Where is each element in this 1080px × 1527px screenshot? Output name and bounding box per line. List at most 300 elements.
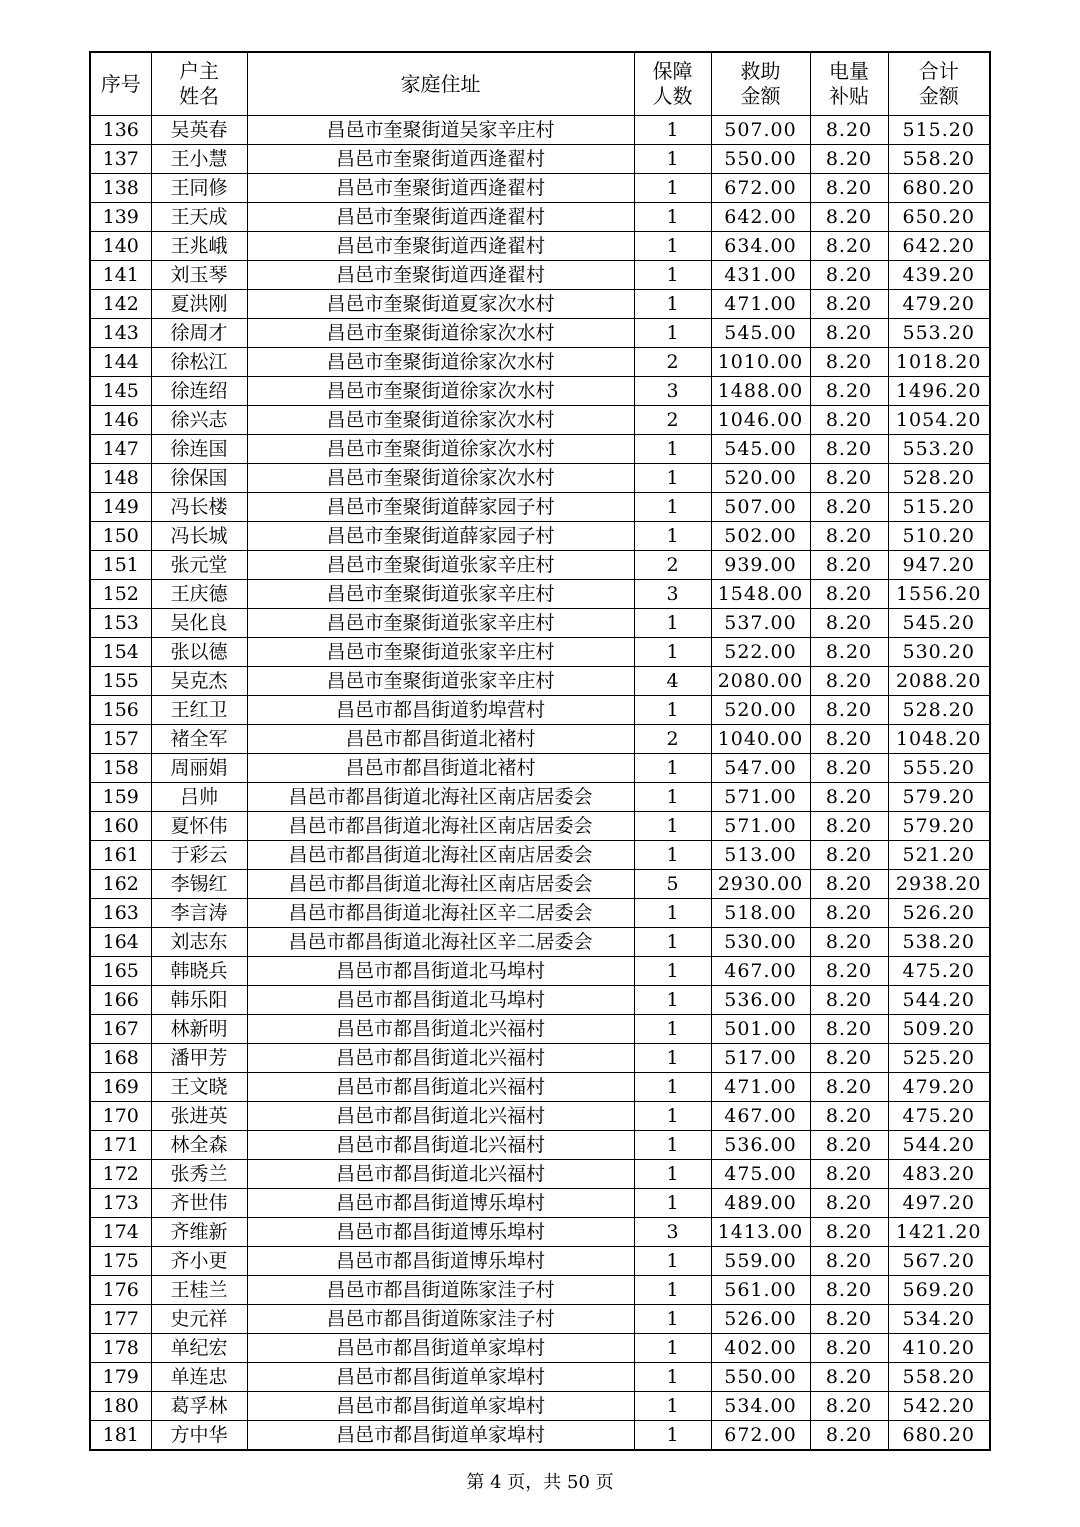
name-cell: 韩晓兵 xyxy=(151,957,247,986)
power-cell: 8.20 xyxy=(810,1363,888,1392)
total-cell: 2938.20 xyxy=(888,870,990,899)
total-cell: 553.20 xyxy=(888,435,990,464)
seq-cell: 179 xyxy=(90,1363,151,1392)
total-cell: 1421.20 xyxy=(888,1218,990,1247)
name-cell: 史元祥 xyxy=(151,1305,247,1334)
name-cell: 张以德 xyxy=(151,638,247,667)
persons-cell: 1 xyxy=(634,174,711,203)
power-cell: 8.20 xyxy=(810,145,888,174)
total-cell: 510.20 xyxy=(888,522,990,551)
persons-cell: 1 xyxy=(634,1392,711,1421)
seq-cell: 156 xyxy=(90,696,151,725)
relief-cell: 520.00 xyxy=(711,464,810,493)
relief-cell: 634.00 xyxy=(711,232,810,261)
power-cell: 8.20 xyxy=(810,1160,888,1189)
address-cell: 昌邑市都昌街道单家埠村 xyxy=(247,1392,634,1421)
relief-cell: 471.00 xyxy=(711,290,810,319)
table-row xyxy=(90,812,990,841)
persons-cell: 1 xyxy=(634,812,711,841)
address-cell: 昌邑市奎聚街道徐家次水村 xyxy=(247,435,634,464)
table-row xyxy=(90,1392,990,1421)
persons-cell: 2 xyxy=(634,551,711,580)
table-row xyxy=(90,290,990,319)
table-row xyxy=(90,725,990,754)
table-row xyxy=(90,1073,990,1102)
relief-cell: 571.00 xyxy=(711,783,810,812)
address-cell: 昌邑市奎聚街道薛家园子村 xyxy=(247,493,634,522)
total-cell: 439.20 xyxy=(888,261,990,290)
seq-cell: 171 xyxy=(90,1131,151,1160)
name-cell: 徐连绍 xyxy=(151,377,247,406)
address-cell: 昌邑市奎聚街道薛家园子村 xyxy=(247,522,634,551)
power-cell: 8.20 xyxy=(810,638,888,667)
relief-cell: 431.00 xyxy=(711,261,810,290)
name-cell: 吴化良 xyxy=(151,609,247,638)
persons-cell: 1 xyxy=(634,493,711,522)
relief-cell: 1040.00 xyxy=(711,725,810,754)
power-cell: 8.20 xyxy=(810,232,888,261)
persons-cell: 1 xyxy=(634,1334,711,1363)
power-cell: 8.20 xyxy=(810,435,888,464)
name-cell: 徐松江 xyxy=(151,348,247,377)
power-cell: 8.20 xyxy=(810,203,888,232)
address-cell: 昌邑市都昌街道北海社区南店居委会 xyxy=(247,870,634,899)
address-cell: 昌邑市都昌街道北褚村 xyxy=(247,725,634,754)
address-cell: 昌邑市奎聚街道西逄翟村 xyxy=(247,261,634,290)
table-row xyxy=(90,551,990,580)
relief-cell: 536.00 xyxy=(711,1131,810,1160)
relief-cell: 537.00 xyxy=(711,609,810,638)
total-cell: 680.20 xyxy=(888,174,990,203)
power-cell: 8.20 xyxy=(810,1218,888,1247)
table-row xyxy=(90,464,990,493)
persons-cell: 1 xyxy=(634,145,711,174)
name-cell: 王桂兰 xyxy=(151,1276,247,1305)
persons-cell: 1 xyxy=(634,638,711,667)
seq-cell: 142 xyxy=(90,290,151,319)
power-cell: 8.20 xyxy=(810,319,888,348)
persons-cell: 1 xyxy=(634,1363,711,1392)
seq-cell: 136 xyxy=(90,116,151,145)
table-row xyxy=(90,609,990,638)
total-cell: 544.20 xyxy=(888,1131,990,1160)
total-cell: 642.20 xyxy=(888,232,990,261)
table-row xyxy=(90,667,990,696)
address-cell: 昌邑市奎聚街道夏家次水村 xyxy=(247,290,634,319)
seq-cell: 164 xyxy=(90,928,151,957)
relief-cell: 501.00 xyxy=(711,1015,810,1044)
total-cell: 1048.20 xyxy=(888,725,990,754)
address-cell: 昌邑市都昌街道北海社区南店居委会 xyxy=(247,841,634,870)
total-cell: 515.20 xyxy=(888,493,990,522)
name-cell: 齐维新 xyxy=(151,1218,247,1247)
table-row xyxy=(90,1015,990,1044)
persons-cell: 1 xyxy=(634,116,711,145)
persons-cell: 1 xyxy=(634,609,711,638)
relief-cell: 489.00 xyxy=(711,1189,810,1218)
power-cell: 8.20 xyxy=(810,1247,888,1276)
total-cell: 579.20 xyxy=(888,812,990,841)
total-cell: 567.20 xyxy=(888,1247,990,1276)
seq-cell: 172 xyxy=(90,1160,151,1189)
name-cell: 李锡红 xyxy=(151,870,247,899)
total-cell: 483.20 xyxy=(888,1160,990,1189)
table-row xyxy=(90,841,990,870)
persons-cell: 3 xyxy=(634,580,711,609)
persons-cell: 2 xyxy=(634,406,711,435)
address-cell: 昌邑市奎聚街道徐家次水村 xyxy=(247,406,634,435)
name-cell: 李言涛 xyxy=(151,899,247,928)
name-cell: 单连忠 xyxy=(151,1363,247,1392)
persons-cell: 1 xyxy=(634,232,711,261)
relief-cell: 402.00 xyxy=(711,1334,810,1363)
table-row xyxy=(90,1160,990,1189)
seq-cell: 141 xyxy=(90,261,151,290)
persons-cell: 1 xyxy=(634,841,711,870)
power-cell: 8.20 xyxy=(810,116,888,145)
name-cell: 单纪宏 xyxy=(151,1334,247,1363)
power-cell: 8.20 xyxy=(810,464,888,493)
relief-cell: 545.00 xyxy=(711,435,810,464)
power-cell: 8.20 xyxy=(810,609,888,638)
seq-cell: 167 xyxy=(90,1015,151,1044)
total-cell: 538.20 xyxy=(888,928,990,957)
seq-cell: 145 xyxy=(90,377,151,406)
total-cell: 475.20 xyxy=(888,957,990,986)
persons-cell: 1 xyxy=(634,957,711,986)
persons-cell: 1 xyxy=(634,1073,711,1102)
name-cell: 周丽娟 xyxy=(151,754,247,783)
name-cell: 冯长楼 xyxy=(151,493,247,522)
total-cell: 1018.20 xyxy=(888,348,990,377)
power-cell: 8.20 xyxy=(810,667,888,696)
power-cell: 8.20 xyxy=(810,1044,888,1073)
power-cell: 8.20 xyxy=(810,841,888,870)
relief-cell: 467.00 xyxy=(711,1102,810,1131)
persons-cell: 3 xyxy=(634,377,711,406)
name-cell: 刘玉琴 xyxy=(151,261,247,290)
table-row xyxy=(90,377,990,406)
table-row xyxy=(90,406,990,435)
seq-cell: 149 xyxy=(90,493,151,522)
seq-cell: 165 xyxy=(90,957,151,986)
power-cell: 8.20 xyxy=(810,1131,888,1160)
relief-cell: 1046.00 xyxy=(711,406,810,435)
persons-cell: 1 xyxy=(634,464,711,493)
total-cell: 1556.20 xyxy=(888,580,990,609)
seq-cell: 155 xyxy=(90,667,151,696)
table-row xyxy=(90,174,990,203)
relief-cell: 2080.00 xyxy=(711,667,810,696)
total-cell: 680.20 xyxy=(888,1421,990,1451)
seq-cell: 148 xyxy=(90,464,151,493)
seq-cell: 151 xyxy=(90,551,151,580)
header-seq: 序号 xyxy=(90,52,151,116)
persons-cell: 1 xyxy=(634,696,711,725)
seq-cell: 150 xyxy=(90,522,151,551)
relief-cell: 1548.00 xyxy=(711,580,810,609)
relief-cell: 507.00 xyxy=(711,493,810,522)
name-cell: 王小慧 xyxy=(151,145,247,174)
relief-cell: 471.00 xyxy=(711,1073,810,1102)
persons-cell: 1 xyxy=(634,783,711,812)
total-cell: 1054.20 xyxy=(888,406,990,435)
address-cell: 昌邑市都昌街道陈家洼子村 xyxy=(247,1305,634,1334)
seq-cell: 173 xyxy=(90,1189,151,1218)
total-cell: 475.20 xyxy=(888,1102,990,1131)
power-cell: 8.20 xyxy=(810,1334,888,1363)
address-cell: 昌邑市奎聚街道西逄翟村 xyxy=(247,232,634,261)
table-row xyxy=(90,1334,990,1363)
name-cell: 韩乐阳 xyxy=(151,986,247,1015)
seq-cell: 163 xyxy=(90,899,151,928)
header-address: 家庭住址 xyxy=(247,52,634,116)
address-cell: 昌邑市奎聚街道吴家辛庄村 xyxy=(247,116,634,145)
total-cell: 530.20 xyxy=(888,638,990,667)
header-row xyxy=(90,52,990,116)
address-cell: 昌邑市都昌街道博乐埠村 xyxy=(247,1218,634,1247)
power-cell: 8.20 xyxy=(810,696,888,725)
total-cell: 515.20 xyxy=(888,116,990,145)
table-row xyxy=(90,696,990,725)
table-row xyxy=(90,319,990,348)
name-cell: 徐连国 xyxy=(151,435,247,464)
name-cell: 张秀兰 xyxy=(151,1160,247,1189)
address-cell: 昌邑市都昌街道单家埠村 xyxy=(247,1421,634,1451)
relief-cell: 2930.00 xyxy=(711,870,810,899)
address-cell: 昌邑市奎聚街道徐家次水村 xyxy=(247,319,634,348)
relief-cell: 530.00 xyxy=(711,928,810,957)
power-cell: 8.20 xyxy=(810,754,888,783)
name-cell: 夏怀伟 xyxy=(151,812,247,841)
name-cell: 张元堂 xyxy=(151,551,247,580)
total-cell: 2088.20 xyxy=(888,667,990,696)
power-cell: 8.20 xyxy=(810,406,888,435)
seq-cell: 177 xyxy=(90,1305,151,1334)
total-cell: 521.20 xyxy=(888,841,990,870)
address-cell: 昌邑市都昌街道北兴福村 xyxy=(247,1131,634,1160)
table-row xyxy=(90,435,990,464)
seq-cell: 147 xyxy=(90,435,151,464)
total-cell: 544.20 xyxy=(888,986,990,1015)
address-cell: 昌邑市奎聚街道张家辛庄村 xyxy=(247,609,634,638)
table-row xyxy=(90,899,990,928)
relief-cell: 642.00 xyxy=(711,203,810,232)
total-cell: 479.20 xyxy=(888,290,990,319)
seq-cell: 160 xyxy=(90,812,151,841)
address-cell: 昌邑市都昌街道北海社区南店居委会 xyxy=(247,783,634,812)
persons-cell: 1 xyxy=(634,986,711,1015)
table-row xyxy=(90,986,990,1015)
relief-cell: 561.00 xyxy=(711,1276,810,1305)
table-row xyxy=(90,261,990,290)
address-cell: 昌邑市都昌街道北兴福村 xyxy=(247,1044,634,1073)
address-cell: 昌邑市都昌街道北褚村 xyxy=(247,754,634,783)
power-cell: 8.20 xyxy=(810,522,888,551)
relief-cell: 518.00 xyxy=(711,899,810,928)
address-cell: 昌邑市都昌街道北马埠村 xyxy=(247,986,634,1015)
name-cell: 夏洪刚 xyxy=(151,290,247,319)
table-row xyxy=(90,1131,990,1160)
persons-cell: 3 xyxy=(634,1218,711,1247)
address-cell: 昌邑市奎聚街道徐家次水村 xyxy=(247,377,634,406)
name-cell: 潘甲芳 xyxy=(151,1044,247,1073)
table-row xyxy=(90,1218,990,1247)
seq-cell: 168 xyxy=(90,1044,151,1073)
power-cell: 8.20 xyxy=(810,899,888,928)
persons-cell: 2 xyxy=(634,725,711,754)
persons-cell: 1 xyxy=(634,928,711,957)
header-total: 合计 金额 xyxy=(888,52,990,116)
page-footer: 第 4 页，共 50 页 xyxy=(466,1472,614,1493)
persons-cell: 5 xyxy=(634,870,711,899)
name-cell: 刘志东 xyxy=(151,928,247,957)
address-cell: 昌邑市都昌街道北兴福村 xyxy=(247,1015,634,1044)
seq-cell: 176 xyxy=(90,1276,151,1305)
address-cell: 昌邑市奎聚街道西逄翟村 xyxy=(247,145,634,174)
persons-cell: 1 xyxy=(634,1015,711,1044)
address-cell: 昌邑市都昌街道北海社区南店居委会 xyxy=(247,812,634,841)
table-row xyxy=(90,957,990,986)
relief-cell: 571.00 xyxy=(711,812,810,841)
table-body xyxy=(90,116,990,1451)
power-cell: 8.20 xyxy=(810,1392,888,1421)
relief-cell: 534.00 xyxy=(711,1392,810,1421)
name-cell: 林新明 xyxy=(151,1015,247,1044)
table-row xyxy=(90,1044,990,1073)
relief-cell: 559.00 xyxy=(711,1247,810,1276)
power-cell: 8.20 xyxy=(810,377,888,406)
table-row xyxy=(90,580,990,609)
persons-cell: 1 xyxy=(634,1102,711,1131)
seq-cell: 181 xyxy=(90,1421,151,1451)
persons-cell: 2 xyxy=(634,348,711,377)
name-cell: 王文晓 xyxy=(151,1073,247,1102)
table-row xyxy=(90,493,990,522)
name-cell: 林全森 xyxy=(151,1131,247,1160)
name-cell: 葛孚林 xyxy=(151,1392,247,1421)
table-row xyxy=(90,638,990,667)
total-cell: 509.20 xyxy=(888,1015,990,1044)
total-cell: 650.20 xyxy=(888,203,990,232)
relief-cell: 536.00 xyxy=(711,986,810,1015)
name-cell: 冯长城 xyxy=(151,522,247,551)
total-cell: 410.20 xyxy=(888,1334,990,1363)
table-row xyxy=(90,1363,990,1392)
address-cell: 昌邑市奎聚街道张家辛庄村 xyxy=(247,667,634,696)
relief-cell: 1010.00 xyxy=(711,348,810,377)
persons-cell: 1 xyxy=(634,1276,711,1305)
relief-table xyxy=(89,51,991,1451)
persons-cell: 1 xyxy=(634,754,711,783)
power-cell: 8.20 xyxy=(810,1276,888,1305)
address-cell: 昌邑市都昌街道豹埠营村 xyxy=(247,696,634,725)
name-cell: 王同修 xyxy=(151,174,247,203)
table-row xyxy=(90,754,990,783)
seq-cell: 138 xyxy=(90,174,151,203)
power-cell: 8.20 xyxy=(810,812,888,841)
address-cell: 昌邑市奎聚街道张家辛庄村 xyxy=(247,638,634,667)
relief-cell: 507.00 xyxy=(711,116,810,145)
table-row xyxy=(90,1189,990,1218)
table-row xyxy=(90,522,990,551)
power-cell: 8.20 xyxy=(810,870,888,899)
relief-cell: 522.00 xyxy=(711,638,810,667)
total-cell: 1496.20 xyxy=(888,377,990,406)
total-cell: 553.20 xyxy=(888,319,990,348)
table-row xyxy=(90,145,990,174)
seq-cell: 146 xyxy=(90,406,151,435)
power-cell: 8.20 xyxy=(810,783,888,812)
header-persons: 保障 人数 xyxy=(634,52,711,116)
total-cell: 558.20 xyxy=(888,1363,990,1392)
seq-cell: 137 xyxy=(90,145,151,174)
total-cell: 497.20 xyxy=(888,1189,990,1218)
table-row xyxy=(90,783,990,812)
seq-cell: 180 xyxy=(90,1392,151,1421)
header-relief: 救助 金额 xyxy=(711,52,810,116)
table-row xyxy=(90,1102,990,1131)
address-cell: 昌邑市奎聚街道徐家次水村 xyxy=(247,464,634,493)
name-cell: 吕帅 xyxy=(151,783,247,812)
power-cell: 8.20 xyxy=(810,580,888,609)
name-cell: 吴英春 xyxy=(151,116,247,145)
name-cell: 吴克杰 xyxy=(151,667,247,696)
header-power: 电量 补贴 xyxy=(810,52,888,116)
persons-cell: 1 xyxy=(634,899,711,928)
name-cell: 于彩云 xyxy=(151,841,247,870)
table-row xyxy=(90,870,990,899)
seq-cell: 140 xyxy=(90,232,151,261)
name-cell: 王红卫 xyxy=(151,696,247,725)
address-cell: 昌邑市奎聚街道张家辛庄村 xyxy=(247,580,634,609)
power-cell: 8.20 xyxy=(810,290,888,319)
relief-cell: 939.00 xyxy=(711,551,810,580)
power-cell: 8.20 xyxy=(810,725,888,754)
power-cell: 8.20 xyxy=(810,1102,888,1131)
total-cell: 947.20 xyxy=(888,551,990,580)
persons-cell: 1 xyxy=(634,522,711,551)
address-cell: 昌邑市都昌街道博乐埠村 xyxy=(247,1247,634,1276)
relief-cell: 517.00 xyxy=(711,1044,810,1073)
address-cell: 昌邑市都昌街道北兴福村 xyxy=(247,1073,634,1102)
persons-cell: 1 xyxy=(634,1189,711,1218)
name-cell: 方中华 xyxy=(151,1421,247,1451)
seq-cell: 174 xyxy=(90,1218,151,1247)
name-cell: 王天成 xyxy=(151,203,247,232)
relief-cell: 520.00 xyxy=(711,696,810,725)
relief-cell: 672.00 xyxy=(711,174,810,203)
seq-cell: 159 xyxy=(90,783,151,812)
table-row xyxy=(90,203,990,232)
seq-cell: 139 xyxy=(90,203,151,232)
seq-cell: 154 xyxy=(90,638,151,667)
address-cell: 昌邑市奎聚街道张家辛庄村 xyxy=(247,551,634,580)
address-cell: 昌邑市都昌街道单家埠村 xyxy=(247,1334,634,1363)
persons-cell: 1 xyxy=(634,290,711,319)
persons-cell: 1 xyxy=(634,1421,711,1451)
seq-cell: 170 xyxy=(90,1102,151,1131)
total-cell: 528.20 xyxy=(888,464,990,493)
address-cell: 昌邑市奎聚街道西逄翟村 xyxy=(247,174,634,203)
relief-cell: 513.00 xyxy=(711,841,810,870)
address-cell: 昌邑市奎聚街道徐家次水村 xyxy=(247,348,634,377)
table-row xyxy=(90,1247,990,1276)
name-cell: 王庆德 xyxy=(151,580,247,609)
total-cell: 569.20 xyxy=(888,1276,990,1305)
table-row xyxy=(90,232,990,261)
persons-cell: 1 xyxy=(634,435,711,464)
